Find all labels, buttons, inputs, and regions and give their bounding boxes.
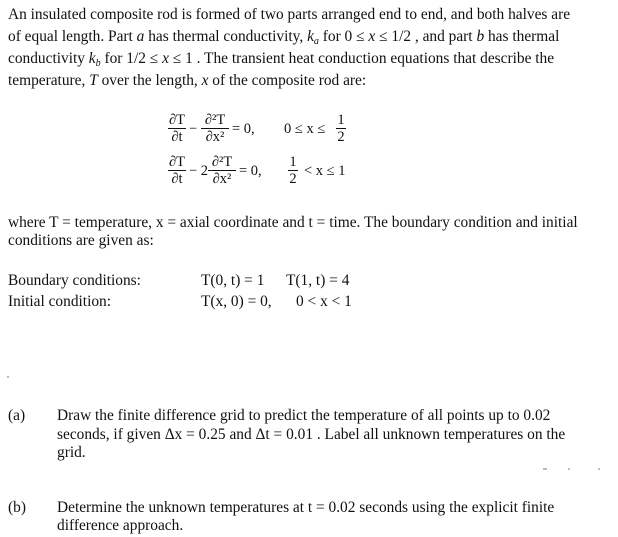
t14: for 1/2 ≤: [100, 50, 163, 67]
initial-condition-value: T(x, 0) = 0,: [201, 293, 272, 310]
question-a-line-3-text: grid.: [57, 444, 86, 461]
eq2-half-den: 2: [289, 171, 297, 187]
t21: of the composite rod are:: [208, 72, 367, 89]
eq2-d2T-dx2: [208, 154, 236, 187]
t17: temperature,: [8, 72, 90, 89]
eq1-half-num: 1: [337, 112, 345, 128]
eq1-dT: ∂T: [168, 112, 186, 128]
intro-line-1: [8, 4, 604, 26]
t13: b: [95, 58, 101, 69]
eq1-domain: 0 ≤ x ≤: [284, 121, 326, 137]
scan-speck: [543, 468, 547, 470]
scan-speck: [598, 468, 600, 470]
boundary-conditions-label: Boundary conditions:: [8, 272, 141, 289]
scan-speck: [568, 468, 570, 470]
t11: conductivity: [8, 50, 89, 67]
eq1-minus: −: [189, 121, 198, 137]
question-a-line-2: [57, 426, 605, 444]
t5: a: [313, 36, 319, 47]
eq2-dT: ∂T: [168, 154, 186, 170]
eq1-half: [336, 112, 346, 145]
question-b-label: (b): [8, 499, 26, 516]
equation-block: [168, 108, 368, 208]
intro-line-1-text: An insulated composite rod is formed of two parts arranged end to end, and both halves are: [8, 6, 571, 23]
intro-line-4: [8, 70, 604, 92]
t1: of equal length. Part: [8, 28, 137, 45]
initial-condition-label: Initial condition:: [8, 293, 112, 310]
t16: ≤ 1 . The transient heat conduction equations that describe the: [168, 50, 555, 67]
question-a-label: (a): [8, 407, 26, 424]
t10: has thermal: [484, 28, 560, 45]
eq2-minus-two: − 2: [189, 163, 209, 179]
where-line-2-text: conditions are given as:: [8, 232, 154, 249]
eq1-dT-dt: [168, 112, 186, 145]
eq1-equals: = 0,: [232, 121, 255, 137]
t2: a: [136, 28, 145, 45]
where-line-1-text: where T = temperature, x = axial coordinate and t = time. The boundary condition and initial: [8, 214, 578, 231]
eq2-dT-dt: [168, 154, 186, 187]
t15: x: [162, 50, 169, 67]
question-a-line-2-text: seconds, if given Δx = 0.25 and Δt = 0.01 . Label all unknown temperatures on the: [57, 426, 566, 443]
boundary-left-value: T(0, t) = 1: [201, 272, 265, 289]
eq2-half-num: 1: [289, 154, 297, 170]
question-b-line-2: [57, 517, 605, 535]
where-line-2: [8, 230, 604, 252]
t9: b: [476, 28, 485, 45]
t20: x: [201, 72, 209, 89]
eq1-d2T: ∂²T: [204, 112, 226, 128]
t4: k: [307, 28, 314, 45]
scan-speck: [7, 376, 9, 378]
eq1-dx2: ∂x²: [205, 129, 225, 145]
eq1-d2T-dx2: [201, 112, 229, 145]
t12: k: [88, 50, 96, 67]
t7: x: [368, 28, 376, 45]
eq2-domain: < x ≤ 1: [304, 163, 346, 179]
eq2-equals: = 0,: [239, 163, 262, 179]
t6: for 0 ≤: [318, 28, 369, 45]
question-b-line-1: [57, 499, 605, 517]
eq1-half-den: 2: [337, 129, 345, 145]
t3: has thermal conductivity,: [144, 28, 308, 45]
question-b-line-1-text: Determine the unknown temperatures at t = 0.02 seconds using the explicit finite: [57, 499, 555, 516]
question-a-line-1: [57, 407, 605, 425]
eq2-dx2: ∂x²: [212, 171, 232, 187]
initial-condition-domain: 0 < x < 1: [296, 293, 352, 310]
equation-1: [168, 108, 368, 152]
t18: T: [89, 72, 98, 89]
boundary-right-value: T(1, t) = 4: [286, 272, 350, 289]
t19: over the length,: [97, 72, 202, 89]
eq1-dt: ∂t: [171, 129, 183, 145]
t8: ≤ 1/2 , and part: [375, 28, 477, 45]
equation-2: [168, 152, 368, 196]
eq2-half: [288, 154, 298, 187]
question-b-line-2-text: difference approach.: [57, 517, 184, 534]
eq2-d2T: ∂²T: [211, 154, 233, 170]
eq2-dt: ∂t: [171, 171, 183, 187]
question-a-line-3: [57, 444, 605, 462]
question-a-line-1-text: Draw the finite difference grid to predict the temperature of all points up to 0.02: [57, 407, 551, 424]
